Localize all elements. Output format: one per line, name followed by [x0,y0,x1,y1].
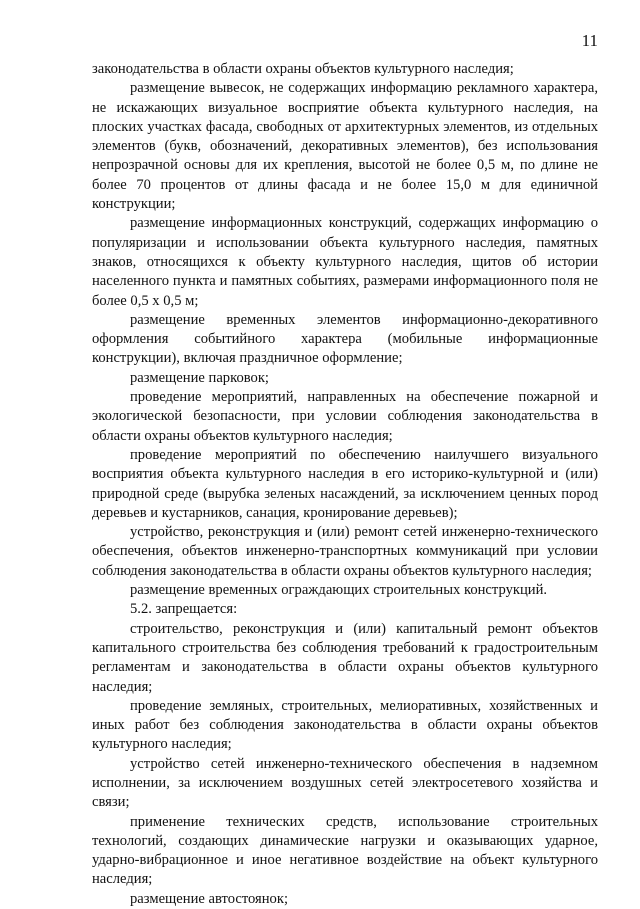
paragraph-parking: размещение парковок; [130,369,269,386]
paragraph-continuation: законодательства в области охраны объектов культурного наследия; [92,61,514,77]
paragraph-decorative-elements: размещение временных элементов информационно-декоративного оформления событийного характера (мобильные информационные конструкции), включая праздничное оформление; [92,311,598,367]
section-heading-prohibited: 5.2. запрещается: [130,601,238,618]
paragraph-information-structures: размещение информационных конструкций, содержащих информацию о популяризации и использовании объекта культурного наследия, памятных знаков, относящихся к объекту культурного наследия, щитов об истории населенного пункта и памятных событиях, размерами информационного поля не более 0,5 х 0,5 м; [92,215,598,309]
paragraph-earthworks: проведение земляных, строительных, мелиоративных, хозяйственных и иных работ без соблюдения законодательства в области охраны объектов культурного наследия; [92,697,598,753]
paragraph-visual-perception: проведение мероприятий по обеспечению наилучшего визуального восприятия объекта культурного наследия в его историко-культурной и (или) природной среде (вырубка зеленых насаждений, за исключением ценных пород деревьев и кустарников, санация, кронирование деревьев); [92,446,598,521]
paragraph-temporary-fencing: размещение временных ограждающих строительных конструкций. [130,582,548,599]
paragraph-car-parks: размещение автостоянок; [130,890,289,907]
paragraph-construction: строительство, реконструкция и (или) капитальный ремонт объектов капитального строительства без соблюдения требований к градостроительным регламентам и законодательства в области охраны объектов культурного наследия; [92,620,598,695]
paragraph-technical-means: применение технических средств, использование строительных технологий, создающих динамические нагрузки и оказывающих ударное, ударно-вибрационное и иное негативное воздействие на объект культурного наследия; [92,813,598,888]
paragraph-fire-safety: проведение мероприятий, направленных на обеспечение пожарной и экологической безопасности, при условии соблюдения законодательства в области охраны объектов культурного наследия; [92,389,598,444]
document-body [92,60,598,909]
paragraph-engineering-networks: устройство, реконструкция и (или) ремонт сетей инженерно-технического обеспечения, объектов инженерно-транспортных коммуникаций при условии соблюдения законодательства в области охраны объектов культурного наследия; [92,524,598,579]
page-number: 11 [581,31,598,50]
paragraph-overhead-networks: устройство сетей инженерно-технического обеспечения в надземном исполнении, за исключением воздушных сетей электросетевого хозяйства и связи; [92,755,598,811]
paragraph-signage: размещение вывесок, не содержащих информацию рекламного характера, не искажающих визуальное восприятие объекта культурного наследия, на плоских участках фасада, свободных от архитектурных элементов, из отдельных элементов (букв, обозначений, декоративных элементов), без использования непрозрачной основы для их крепления, высотой не более 0,5 м, по длине не более 70 процентов от длины фасада и не более 15,0 м для единичной конструкции; [92,80,598,213]
